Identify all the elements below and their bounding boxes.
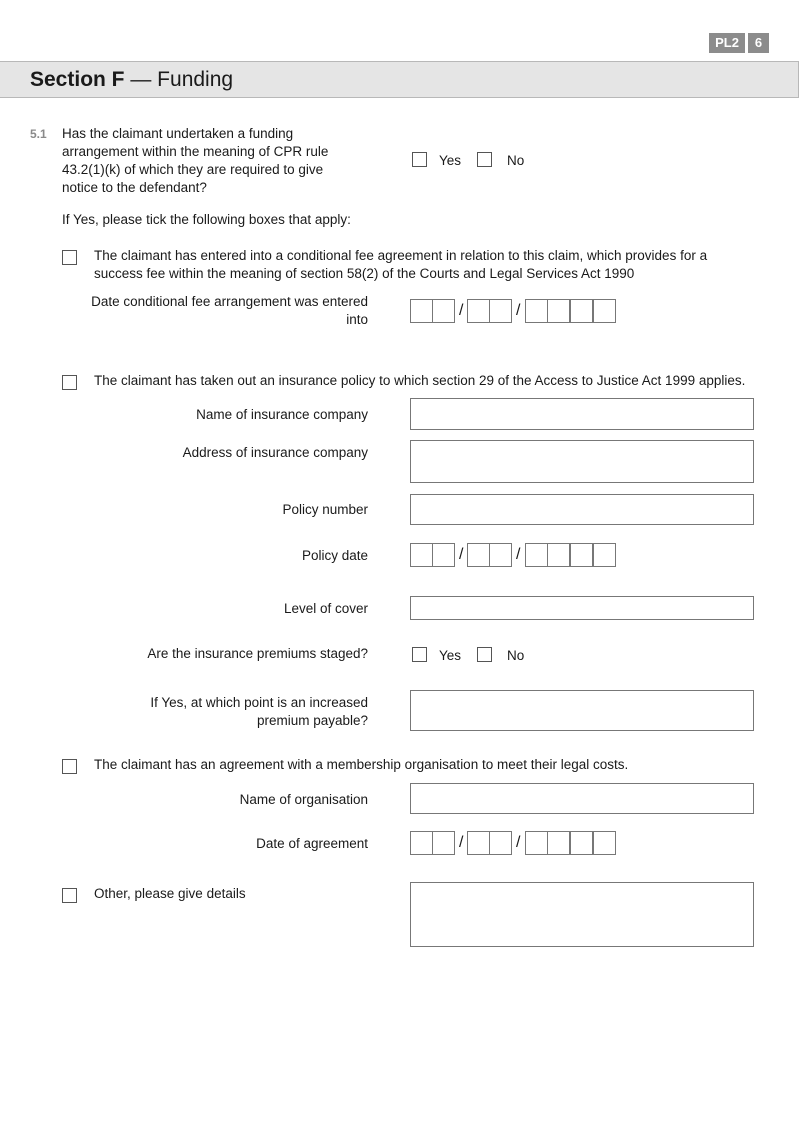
increased-premium-label: If Yes, at which point is an increased premium payable? (150, 695, 368, 728)
membership-checkbox[interactable] (62, 759, 77, 774)
premiums-staged-no-checkbox[interactable] (477, 647, 492, 662)
cfa-text: The claimant has entered into a conditional fee agreement in relation to this claim, which provides for a success fee within the meaning of section 58(2) of the Courts and Legal Services Act 1990 (94, 248, 708, 281)
q51-no-label: No (507, 153, 525, 168)
q51-no-checkbox[interactable] (477, 152, 492, 167)
premiums-staged-yes-label: Yes (439, 648, 462, 663)
insurance-company-address-input[interactable] (410, 440, 754, 483)
cfa-checkbox[interactable] (62, 250, 77, 265)
organisation-name-label: Name of organisation (239, 792, 368, 807)
policy-number-label: Policy number (282, 502, 368, 517)
section-header (0, 61, 799, 98)
level-of-cover-input[interactable] (410, 596, 754, 620)
other-details-input[interactable] (410, 882, 754, 947)
page-number-badge: 6 (748, 33, 769, 53)
section-title-bold: Section F (30, 68, 125, 91)
section-title (30, 68, 233, 92)
level-of-cover-label: Level of cover (283, 601, 368, 616)
q51-yes-checkbox[interactable] (412, 152, 427, 167)
policy-number-input[interactable] (410, 494, 754, 525)
insurance-text: The claimant has taken out an insurance policy to which section 29 of the Access to Justice Act 1999 applies. (94, 373, 746, 388)
question-number: 5.1 (30, 127, 47, 141)
other-checkbox[interactable] (62, 888, 77, 903)
premiums-staged-no-label: No (507, 648, 525, 663)
insurance-company-address-label: Address of insurance company (182, 445, 368, 460)
premiums-staged-label: Are the insurance premiums staged? (147, 646, 368, 661)
agreement-date-label: Date of agreement (256, 836, 368, 851)
policy-date-label: Policy date (301, 548, 368, 563)
section-title-rest: — Funding (124, 68, 234, 91)
cfa-date-label: Date conditional fee arrangement was entered into (91, 294, 368, 327)
premiums-staged-yes-checkbox[interactable] (412, 647, 427, 662)
insurance-checkbox[interactable] (62, 375, 77, 390)
membership-text: The claimant has an agreement with a membership organisation to meet their legal costs. (94, 757, 629, 772)
q51-yes-label: Yes (439, 153, 462, 168)
increased-premium-input[interactable] (410, 690, 754, 731)
form-code-badge: PL2 (709, 33, 745, 53)
insurance-company-name-input[interactable] (410, 398, 754, 430)
instruction-text: If Yes, please tick the following boxes that apply: (62, 212, 351, 227)
insurance-company-name-label: Name of insurance company (196, 407, 368, 422)
question-text: Has the claimant undertaken a funding arrangement within the meaning of CPR rule 43.2(1)(k) of which they are required to give notice to the defendant? (62, 126, 329, 195)
other-text: Other, please give details (94, 886, 246, 901)
organisation-name-input[interactable] (410, 783, 754, 814)
